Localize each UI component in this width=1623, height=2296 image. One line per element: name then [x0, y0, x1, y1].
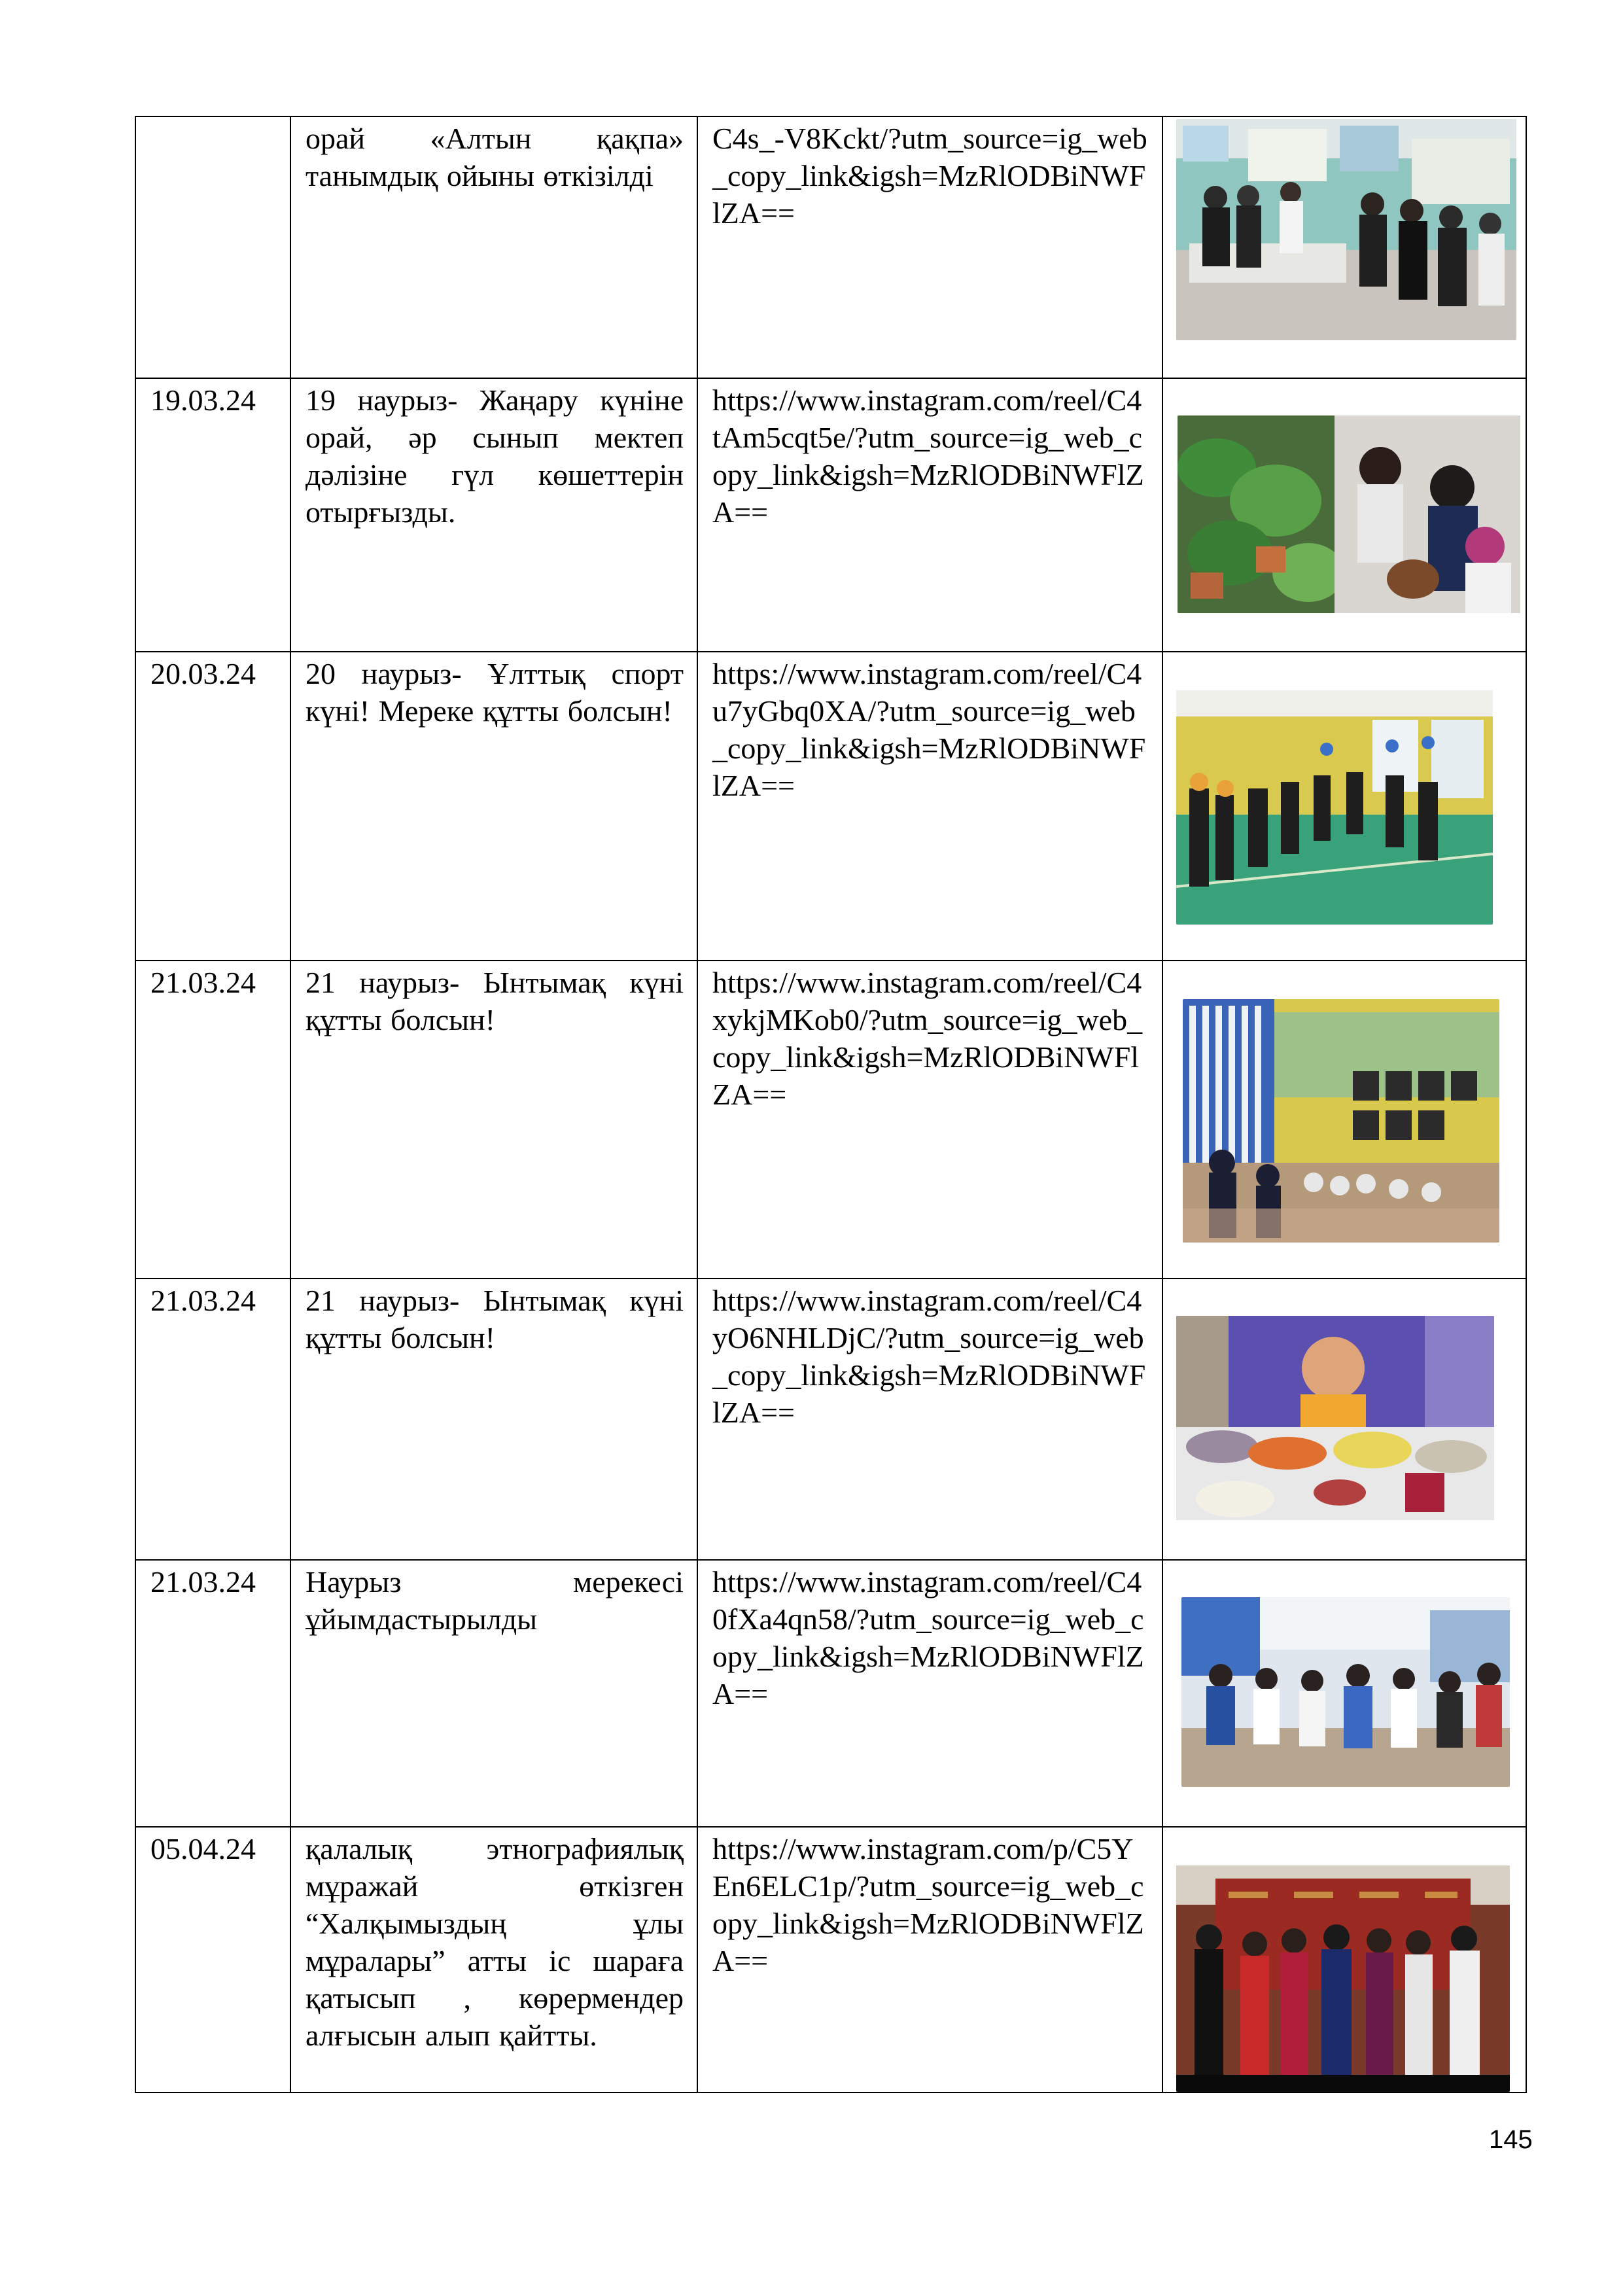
photo-cell — [1162, 116, 1526, 378]
date-cell — [135, 116, 290, 378]
description-cell: қалалық этнографиялық мұражай өткізген “Халқымыздың ұлы мұралары” атты іс шараға қатысып , көрермендер алғысын алып қайтты. — [290, 1827, 697, 2093]
activity-table — [135, 116, 1527, 2093]
instagram-link[interactable]: https://www.instagram.com/reel/C4yO6NHLDjC/?utm_source=ig_web_copy_link&igsh=MzRlODBiNWFlZA== — [697, 1279, 1162, 1560]
photo-cell — [1162, 961, 1526, 1279]
date-cell: 19.03.24 — [135, 378, 290, 652]
event-photo — [1176, 1316, 1494, 1520]
description-cell: Наурыз мерекесі ұйымдастырылды — [290, 1560, 697, 1827]
event-photo — [1176, 690, 1493, 925]
instagram-link[interactable]: https://www.instagram.com/reel/C4u7yGbq0XA/?utm_source=ig_web_copy_link&igsh=MzRlODBiNWFlZA== — [697, 652, 1162, 961]
photo-cell — [1162, 1279, 1526, 1560]
table-row — [135, 1560, 1526, 1827]
description-cell: 20 наурыз- Ұлттық спорт күні! Мереке құтты болсын! — [290, 652, 697, 961]
photo-cell — [1162, 1560, 1526, 1827]
table-row — [135, 378, 1526, 652]
date-cell: 21.03.24 — [135, 961, 290, 1279]
event-photo — [1183, 999, 1499, 1243]
photo-cell — [1162, 1827, 1526, 2093]
page-number: 145 — [1489, 2125, 1533, 2154]
event-photo — [1181, 1597, 1510, 1787]
instagram-link[interactable]: C4s_-V8Kckt/?utm_source=ig_web_copy_link&igsh=MzRlODBiNWFlZA== — [697, 116, 1162, 378]
photo-cell — [1162, 652, 1526, 961]
description-cell: 19 наурыз- Жаңару күніне орай, әр сынып мектеп дәлізіне гүл көшеттерін отырғызды. — [290, 378, 697, 652]
description-cell: 21 наурыз- Ынтымақ күні құтты болсын! — [290, 961, 697, 1279]
event-photo — [1176, 119, 1516, 340]
table-row — [135, 652, 1526, 961]
date-cell: 05.04.24 — [135, 1827, 290, 2093]
instagram-link[interactable]: https://www.instagram.com/reel/C40fXa4qn58/?utm_source=ig_web_copy_link&igsh=MzRlODBiNWFlZA== — [697, 1560, 1162, 1827]
date-cell: 20.03.24 — [135, 652, 290, 961]
table-row — [135, 1827, 1526, 2093]
instagram-link[interactable]: https://www.instagram.com/reel/C4tAm5cqt5e/?utm_source=ig_web_copy_link&igsh=MzRlODBiNWFlZA== — [697, 378, 1162, 652]
instagram-link[interactable]: https://www.instagram.com/reel/C4xykjMKob0/?utm_source=ig_web_copy_link&igsh=MzRlODBiNWFlZA== — [697, 961, 1162, 1279]
description-cell: 21 наурыз- Ынтымақ күні құтты болсын! — [290, 1279, 697, 1560]
date-cell: 21.03.24 — [135, 1279, 290, 1560]
event-photo — [1176, 1865, 1510, 2092]
event-photo — [1178, 415, 1520, 613]
table-row — [135, 1279, 1526, 1560]
table-row — [135, 116, 1526, 378]
table-row — [135, 961, 1526, 1279]
date-cell: 21.03.24 — [135, 1560, 290, 1827]
description-cell: орай «Алтын қақпа» танымдық ойыны өткізілді — [290, 116, 697, 378]
instagram-link[interactable]: https://www.instagram.com/p/C5YEn6ELC1p/?utm_source=ig_web_copy_link&igsh=MzRlODBiNWFlZA== — [697, 1827, 1162, 2093]
photo-cell — [1162, 378, 1526, 652]
